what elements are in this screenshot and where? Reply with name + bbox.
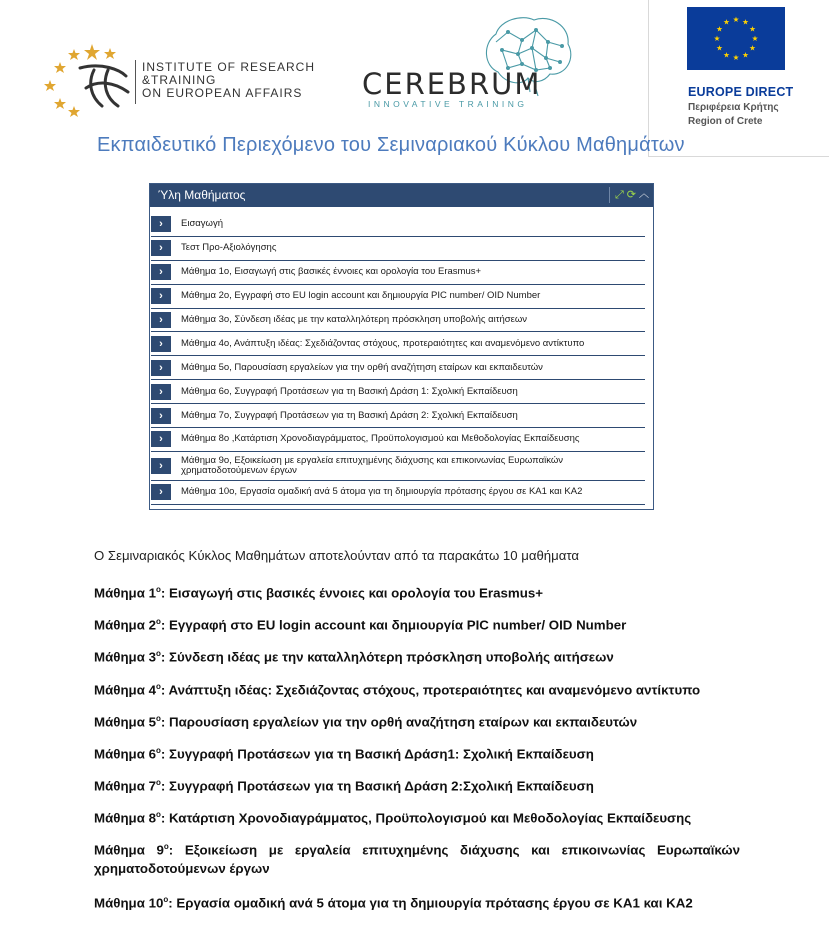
panel-header: [150, 184, 653, 207]
lesson-number: Μάθημα 1: [94, 585, 156, 601]
lesson-title: : Συγγραφή Προτάσεων για τη Βασική Δράση 2:Σχολική Εκπαίδευση: [160, 778, 594, 794]
svg-text:★: ★: [742, 50, 749, 60]
lesson-list-item[interactable]: [151, 404, 645, 428]
chevron-right-icon[interactable]: ›: [151, 216, 171, 232]
lesson-line: [94, 644, 740, 666]
lesson-number: Μάθημα 8: [94, 810, 156, 826]
svg-text:★: ★: [723, 17, 730, 27]
lesson-title: : Εγγραφή στο EU login account και δημιουργία PIC number/ OID Number: [160, 617, 627, 633]
chevron-right-icon[interactable]: ›: [151, 240, 171, 256]
chevron-right-icon[interactable]: ›: [151, 484, 171, 500]
lesson-list-item[interactable]: [151, 452, 645, 481]
lesson-ordinal: ο: [155, 778, 161, 787]
institute-logo-divider: [135, 60, 136, 104]
lesson-list: [151, 213, 645, 505]
chevron-right-icon[interactable]: ›: [151, 336, 171, 352]
cerebrum-logo-text: CEREBRUM: [362, 67, 542, 101]
lesson-list-item[interactable]: [151, 481, 645, 505]
lesson-list-item-label: Μάθημα 9ο, Εξοικείωση με εργαλεία επιτυχημένης διάχυσης και επικοινωνίας Ευρωπαϊκών χρηματοδοτούμενων έργων: [181, 454, 564, 476]
lesson-number: Μάθημα 7: [94, 778, 156, 794]
lesson-ordinal: ο: [163, 895, 169, 904]
institute-line-1: INSTITUTE OF RESEARCH: [142, 60, 316, 74]
lesson-ordinal: ο: [155, 617, 161, 626]
lesson-list-item-label: Τεστ Προ-Αξιολόγησης: [181, 242, 277, 254]
lesson-list-item[interactable]: [151, 356, 645, 380]
chevron-right-icon[interactable]: ›: [151, 408, 171, 424]
institute-line-2: &TRAINING: [142, 73, 217, 87]
europe-direct-title: EUROPE DIRECT: [688, 85, 794, 99]
panel-tools: [609, 187, 649, 203]
lesson-list-item-label: Μάθημα 1ο, Εισαγωγή στις βασικές έννοιες και ορολογία του Erasmus+: [181, 266, 482, 278]
institute-name: [142, 61, 315, 100]
lesson-list-item-label: Μάθημα 7ο, Συγγραφή Προτάσεων για τη Βασική Δράση 2: Σχολική Εκπαίδευση: [181, 409, 518, 421]
lesson-line: [94, 890, 740, 912]
expand-icon[interactable]: ⤢: [614, 189, 624, 201]
lesson-ordinal: ο: [155, 746, 161, 755]
lesson-list-item[interactable]: [151, 309, 645, 333]
lesson-number: Μάθημα 6: [94, 746, 156, 762]
institute-logo-icon: [42, 40, 142, 118]
europe-direct-region-english: Region of Crete: [688, 116, 763, 127]
lesson-ordinal: ο: [155, 585, 161, 594]
page-title: Εκπαιδευτικό Περιεχόμενο του Σεμιναριακού Κύκλου Μαθημάτων: [97, 134, 685, 156]
svg-text:★: ★: [749, 24, 756, 34]
lesson-list-item[interactable]: [151, 428, 645, 452]
lesson-list-item-label: Μάθημα 4ο, Ανάπτυξη ιδέας: Σχεδιάζοντας στόχους, προτεραιότητες και αναμενόμενο αντίκτυπο: [181, 337, 585, 349]
lesson-list-item[interactable]: [151, 380, 645, 404]
svg-text:★: ★: [732, 15, 740, 24]
lesson-list-item-label: Εισαγωγή: [181, 218, 224, 230]
lesson-number: Μάθημα 2: [94, 617, 156, 633]
eu-flag-icon: [687, 7, 785, 70]
svg-text:★: ★: [751, 34, 759, 43]
lesson-list-item[interactable]: [151, 285, 645, 309]
chevron-right-icon[interactable]: ›: [151, 384, 171, 400]
lesson-number: Μάθημα 4: [94, 682, 156, 698]
chevron-right-icon[interactable]: ›: [151, 360, 171, 376]
chevron-right-icon[interactable]: ›: [151, 288, 171, 304]
lesson-line: [94, 773, 740, 795]
panel-title: Ύλη Μαθήματος: [158, 188, 246, 202]
lesson-ordinal: ο: [163, 842, 169, 851]
lesson-list-item-label: Μάθημα 8ο ,Κατάρτιση Χρονοδιαγράμματος, Προϋπολογισμού και Μεθοδολογίας Εκπαίδευσης: [181, 433, 580, 445]
lesson-line: [94, 741, 740, 763]
lesson-ordinal: ο: [155, 649, 161, 658]
lesson-list-item[interactable]: [151, 213, 645, 237]
lesson-title: : Σύνδεση ιδέας με την καταλληλότερη πρόσκληση υποβολής αιτήσεων: [160, 649, 614, 665]
chevron-right-icon[interactable]: ›: [151, 312, 171, 328]
lesson-line: [94, 805, 740, 827]
course-material-panel: [149, 183, 654, 510]
lesson-line: [94, 709, 740, 731]
lesson-ordinal: ο: [155, 714, 161, 723]
lesson-title: : Κατάρτιση Χρονοδιαγράμματος, Προϋπολογισμού και Μεθοδολογίας Εκπαίδευσης: [160, 810, 692, 826]
lesson-list-item[interactable]: [151, 332, 645, 356]
lesson-title: : Ανάπτυξη ιδέας: Σχεδιάζοντας στόχους, προτεραιότητες και αναμενόμενο αντίκτυπο: [160, 682, 701, 698]
svg-text:★: ★: [716, 24, 723, 34]
lesson-line: [94, 612, 740, 634]
refresh-icon[interactable]: ⟳: [626, 189, 636, 201]
lesson-list-item-label: Μάθημα 5ο, Παρουσίαση εργαλείων για την ορθή αναζήτηση εταίρων και εκπαιδευτών: [181, 361, 543, 373]
chevron-right-icon[interactable]: ›: [151, 431, 171, 447]
chevron-right-icon[interactable]: ›: [151, 458, 171, 474]
svg-text:★: ★: [713, 34, 721, 43]
lesson-title: : Εργασία ομαδική ανά 5 άτομα για τη δημιουργία πρότασης έργου σε ΚΑ1 και ΚΑ2: [168, 895, 693, 911]
lesson-ordinal: ο: [155, 810, 161, 819]
europe-direct-region-greek: Περιφέρεια Κρήτης: [688, 102, 779, 113]
lesson-number: Μάθημα 5: [94, 714, 156, 730]
lesson-list-item-label: Μάθημα 10ο, Εργασία ομαδική ανά 5 άτομα για τη δημιουργία πρότασης έργου σε ΚΑ1 και ΚΑ2: [181, 486, 583, 498]
lesson-number: Μάθημα 9: [94, 842, 164, 858]
svg-text:★: ★: [749, 43, 756, 53]
lesson-line: [94, 677, 740, 699]
svg-text:★: ★: [723, 50, 730, 60]
lesson-number: Μάθημα 3: [94, 649, 156, 665]
collapse-chevron-up-icon[interactable]: ︿: [639, 189, 649, 200]
header-divider-vertical: [648, 0, 649, 156]
lesson-number: Μάθημα 10: [94, 895, 164, 911]
cerebrum-tagline: INNOVATIVE TRAINING: [368, 99, 528, 109]
svg-text:★: ★: [716, 43, 723, 53]
lesson-line: [94, 837, 740, 878]
lesson-title: : Συγγραφή Προτάσεων για τη Βασική Δράση1: Σχολική Εκπαίδευση: [160, 746, 594, 762]
lesson-list-item[interactable]: [151, 261, 645, 285]
lesson-list-item-label: Μάθημα 3ο, Σύνδεση ιδέας με την καταλληλότερη πρόσκληση υποβολής αιτήσεων: [181, 314, 528, 325]
institute-line-3: ON EUROPEAN AFFAIRS: [142, 86, 303, 100]
svg-text:★: ★: [742, 17, 749, 27]
lesson-list-item-label: Μάθημα 2ο, Εγγραφή στο EU login account και δημιουργία PIC number/ OID Number: [181, 290, 541, 302]
svg-text:★: ★: [732, 53, 740, 62]
lesson-title: : Εισαγωγή στις βασικές έννοιες και ορολογία του Erasmus+: [160, 585, 543, 601]
lesson-title: : Παρουσίαση εργαλείων για την ορθή αναζήτηση εταίρων και εκπαιδευτών: [160, 714, 638, 730]
lesson-ordinal: ο: [155, 682, 161, 691]
lesson-title: : Εξοικείωση με εργαλεία επιτυχημένης διάχυσης και επικοινωνίας Ευρωπαϊκών χρηματοδοτούμενων έργων: [94, 842, 740, 877]
intro-text: Ο Σεμιναριακός Κύκλος Μαθημάτων αποτελούνταν από τα παρακάτω 10 μαθήματα: [94, 548, 579, 563]
lesson-list-item[interactable]: [151, 237, 645, 261]
chevron-right-icon[interactable]: ›: [151, 264, 171, 280]
lesson-line: [94, 580, 740, 602]
lesson-list-item-label: Μάθημα 6ο, Συγγραφή Προτάσεων για τη Βασική Δράση 1: Σχολική Εκπαίδευση: [181, 385, 518, 397]
